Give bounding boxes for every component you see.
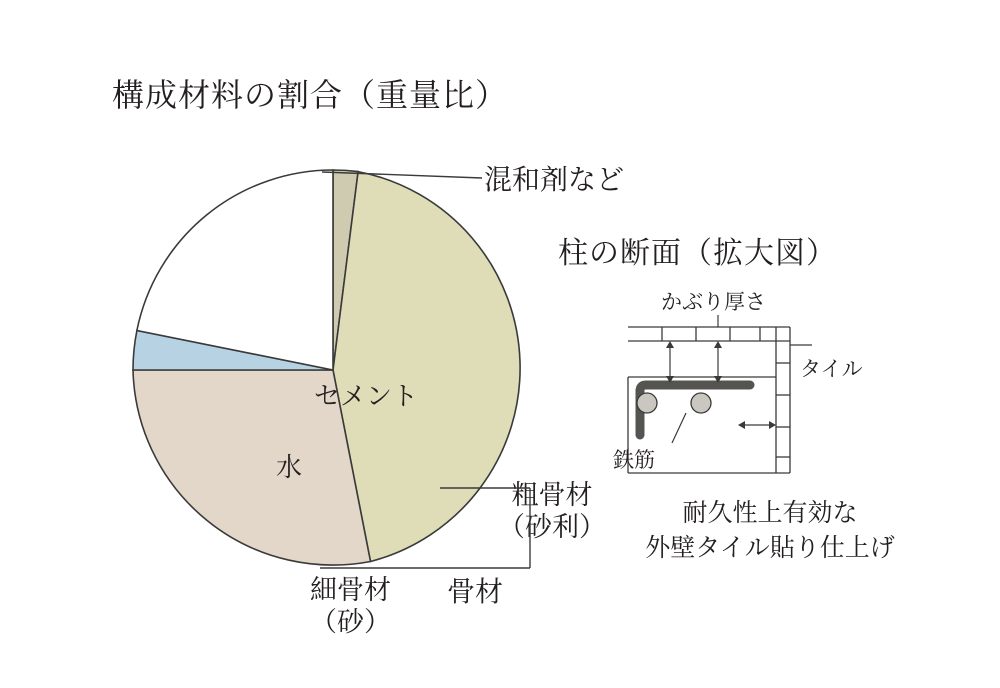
diagram-label-tile: タイル [800, 357, 863, 381]
diagram-caption-line2: 外壁タイル貼り仕上げ [645, 532, 895, 562]
pie-label-coarse-line1: 粗骨材 [511, 480, 593, 511]
pie-label-fine-line1: 細骨材 [310, 575, 391, 606]
pie-label-cement: セメント [314, 382, 419, 412]
pie-label-fine-line2: （砂） [310, 606, 391, 638]
page-title: 構成材料の割合（重量比） [112, 76, 509, 114]
rebar-bar [691, 393, 711, 413]
pie-label-coarse-line2: （砂利） [498, 511, 606, 543]
diagram-caption [620, 496, 920, 565]
pie-label-water: 水 [276, 453, 303, 483]
diagram-caption-line1: 耐久性上有効な [682, 498, 858, 527]
aggregate-bracket [300, 470, 560, 600]
diagram-title: 柱の断面（拡大図） [558, 236, 837, 271]
callout-admixture: 混和剤など [484, 163, 625, 196]
callout-aggregate: 骨材 [447, 575, 504, 608]
diagram-label-rebar: 鉄筋 [613, 448, 655, 472]
rebar-bar [637, 393, 657, 413]
diagram-label-cover-thickness: かぶり厚さ [661, 290, 766, 314]
